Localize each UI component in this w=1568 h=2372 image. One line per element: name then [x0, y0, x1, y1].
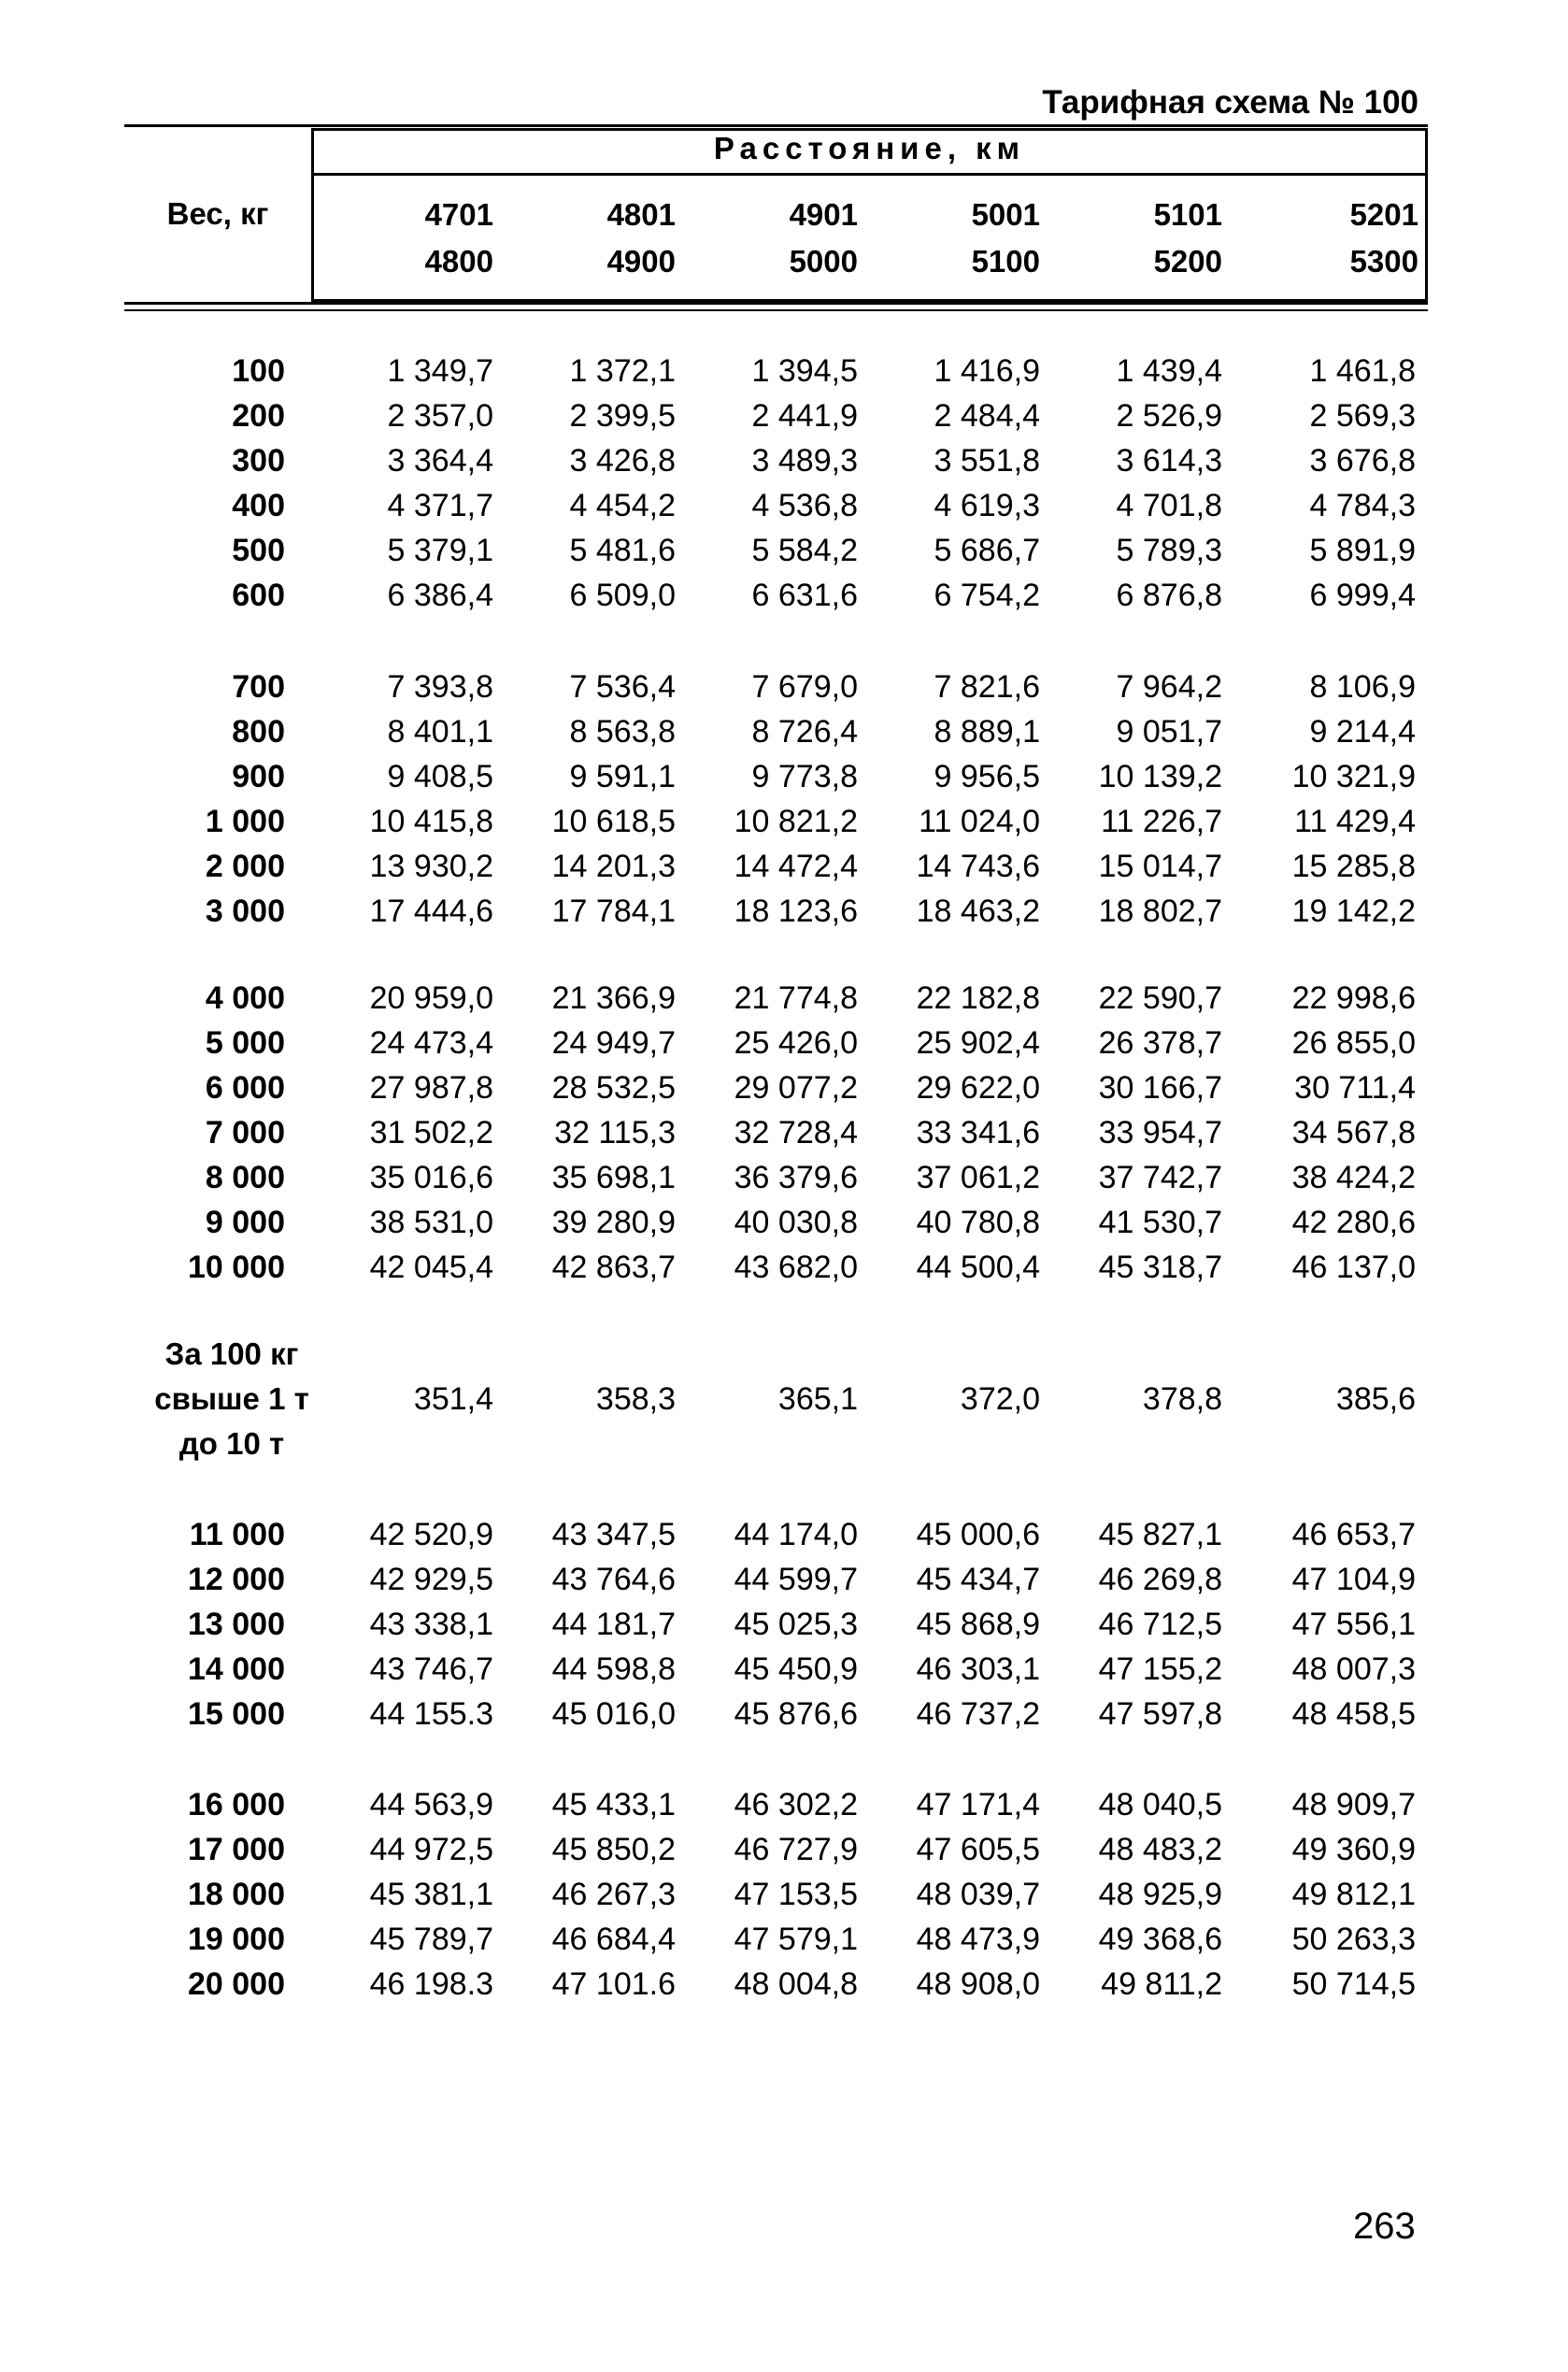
weight-cell: 18 000	[188, 1877, 285, 1912]
rate-cell: 29 622,0	[916, 1070, 1040, 1106]
rate-cell: 6 876,8	[1116, 578, 1222, 613]
rate-cell: 48 004,8	[734, 1966, 858, 2002]
rate-cell: 33 954,7	[1098, 1115, 1222, 1150]
rate-cell: 32 115,3	[554, 1115, 676, 1150]
range-col-6	[1222, 192, 1418, 285]
weight-cell: 17 000	[188, 1832, 285, 1867]
range-col-5	[1040, 192, 1222, 285]
rate-cell: 46 198.3	[369, 1966, 493, 2002]
rate-cell: 5 584,2	[751, 533, 858, 568]
rate-cell: 1 394,5	[751, 353, 858, 389]
rate-cell: 14 472,4	[734, 849, 858, 884]
surcharge-rate-cell: 358,3	[595, 1381, 676, 1417]
rate-cell: 27 987,8	[369, 1070, 493, 1106]
rate-cell: 46 269,8	[1098, 1562, 1222, 1597]
rate-cell: 42 520,9	[369, 1517, 493, 1552]
rate-cell: 49 368,6	[1098, 1922, 1222, 1957]
surcharge-rate-cell: 385,6	[1335, 1381, 1416, 1417]
table-row	[124, 1872, 1428, 1917]
rate-cell: 18 123,6	[734, 893, 858, 929]
rate-cell: 45 827,1	[1098, 1517, 1222, 1552]
rate-cell: 17 784,1	[551, 893, 676, 929]
rate-cell: 48 040,5	[1098, 1787, 1222, 1822]
surcharge-rate-cell: 351,4	[413, 1381, 493, 1417]
rate-cell: 44 155.3	[369, 1696, 493, 1732]
range-from: 4701	[424, 197, 493, 232]
weight-cell: 7 000	[205, 1115, 285, 1150]
rate-cell: 19 142,2	[1291, 893, 1416, 929]
rate-cell: 8 563,8	[569, 714, 676, 750]
rate-cell: 2 569,3	[1309, 398, 1416, 434]
rate-cell: 46 727,9	[734, 1832, 858, 1867]
rate-cell: 6 386,4	[387, 578, 493, 613]
table-row	[124, 1245, 1428, 1290]
range-to: 4900	[606, 244, 676, 279]
rate-cell: 5 686,7	[934, 533, 1040, 568]
rate-cell: 48 483,2	[1098, 1832, 1222, 1867]
rate-cell: 9 051,7	[1116, 714, 1222, 750]
weight-cell: 4 000	[205, 980, 285, 1016]
rate-cell: 37 061,2	[916, 1160, 1040, 1195]
surcharge-row	[124, 1377, 1428, 1422]
rate-cell: 22 998,6	[1291, 980, 1416, 1016]
rate-cell: 31 502,2	[369, 1115, 493, 1150]
rate-cell: 46 303,1	[916, 1651, 1040, 1687]
rate-cell: 30 711,4	[1294, 1070, 1416, 1106]
rate-cell: 44 972,5	[369, 1832, 493, 1867]
rate-cell: 10 415,8	[369, 804, 493, 839]
rate-cell: 45 868,9	[916, 1607, 1040, 1642]
rate-cell: 9 773,8	[751, 759, 858, 794]
rate-cell: 48 473,9	[916, 1922, 1040, 1957]
table-row	[124, 976, 1428, 1021]
rate-cell: 7 679,0	[751, 669, 858, 705]
rate-cell: 8 106,9	[1309, 669, 1416, 705]
rate-cell: 3 676,8	[1309, 443, 1416, 479]
table-row	[124, 1110, 1428, 1155]
rate-cell: 46 737,2	[916, 1696, 1040, 1732]
rate-cell: 5 789,3	[1116, 533, 1222, 568]
rate-cell: 35 016,6	[369, 1160, 493, 1195]
rate-cell: 45 381,1	[369, 1877, 493, 1912]
range-from: 5001	[971, 197, 1040, 232]
rate-cell: 15 285,8	[1291, 849, 1416, 884]
rate-cell: 30 166,7	[1098, 1070, 1222, 1106]
range-to: 4800	[424, 244, 493, 279]
weight-cell: 400	[232, 488, 285, 523]
rate-cell: 46 302,2	[734, 1787, 858, 1822]
rate-cell: 20 959,0	[369, 980, 493, 1016]
rate-cell: 24 949,7	[551, 1025, 676, 1061]
range-to: 5200	[1153, 244, 1222, 279]
surcharge-rate-cell: 365,1	[777, 1381, 858, 1417]
range-from: 4901	[789, 197, 858, 232]
rate-cell: 43 682,0	[734, 1250, 858, 1285]
rate-cell: 22 590,7	[1098, 980, 1222, 1016]
rate-cell: 6 631,6	[751, 578, 858, 613]
table-row	[124, 844, 1428, 889]
range-to: 5100	[971, 244, 1040, 279]
rate-cell: 47 605,5	[916, 1832, 1040, 1867]
weight-cell: 600	[232, 578, 285, 613]
weight-cell: 6 000	[205, 1070, 285, 1106]
table-row	[124, 754, 1428, 799]
rate-cell: 10 321,9	[1291, 759, 1416, 794]
rate-cell: 43 338,1	[369, 1607, 493, 1642]
range-from: 5201	[1349, 197, 1418, 232]
rate-cell: 3 614,3	[1116, 443, 1222, 479]
rate-cell: 8 726,4	[751, 714, 858, 750]
page-number: 263	[1353, 2206, 1416, 2247]
weight-cell: 200	[232, 398, 285, 434]
rate-cell: 7 821,6	[934, 669, 1040, 705]
rate-cell: 6 754,2	[934, 578, 1040, 613]
rate-cell: 43 347,5	[551, 1517, 676, 1552]
rate-cell: 11 429,4	[1294, 804, 1416, 839]
weight-header: Вес, кг	[166, 196, 269, 231]
rate-cell: 44 598,8	[551, 1651, 676, 1687]
rate-cell: 2 526,9	[1116, 398, 1222, 434]
range-col-3	[676, 192, 858, 285]
weight-cell: 19 000	[188, 1922, 285, 1957]
rate-cell: 34 567,8	[1291, 1115, 1416, 1150]
rate-cell: 4 701,8	[1116, 488, 1222, 523]
weight-cell: 11 000	[189, 1517, 285, 1552]
range-col-1	[311, 192, 493, 285]
range-from: 5101	[1153, 197, 1222, 232]
rate-cell: 2 357,0	[387, 398, 493, 434]
rate-cell: 44 500,4	[916, 1250, 1040, 1285]
rate-cell: 48 039,7	[916, 1877, 1040, 1912]
rate-cell: 21 774,8	[734, 980, 858, 1016]
surcharge-rate-cell: 372,0	[960, 1381, 1040, 1417]
rate-cell: 46 267,3	[551, 1877, 676, 1912]
table-row	[124, 799, 1428, 844]
header-bottom-rule	[124, 302, 1428, 305]
weight-cell: 13 000	[188, 1607, 285, 1642]
rate-cell: 48 909,7	[1291, 1787, 1416, 1822]
rate-cell: 3 426,8	[569, 443, 676, 479]
table-row	[124, 889, 1428, 934]
rate-cell: 26 378,7	[1098, 1025, 1222, 1061]
rate-cell: 50 714,5	[1291, 1966, 1416, 2002]
rate-cell: 48 925,9	[1098, 1877, 1222, 1912]
table-row	[124, 1692, 1428, 1736]
rate-cell: 1 349,7	[387, 353, 493, 389]
rate-cell: 45 434,7	[916, 1562, 1040, 1597]
table-row	[124, 1962, 1428, 2007]
rate-cell: 6 509,0	[569, 578, 676, 613]
table-row	[124, 1512, 1428, 1557]
rate-cell: 45 433,1	[551, 1787, 676, 1822]
rate-cell: 48 458,5	[1291, 1696, 1416, 1732]
rate-cell: 47 155,2	[1098, 1651, 1222, 1687]
surcharge-line: до 10 т	[178, 1426, 285, 1461]
range-to: 5000	[789, 244, 858, 279]
rate-cell: 28 532,5	[551, 1070, 676, 1106]
scheme-title: Тарифная схема № 100	[1042, 84, 1418, 121]
rate-cell: 44 181,7	[551, 1607, 676, 1642]
rate-cell: 48 908,0	[916, 1966, 1040, 2002]
rate-cell: 46 137,0	[1291, 1250, 1416, 1285]
table-row	[124, 1557, 1428, 1602]
rate-cell: 25 426,0	[734, 1025, 858, 1061]
rate-cell: 48 007,3	[1291, 1651, 1416, 1687]
rate-cell: 45 318,7	[1098, 1250, 1222, 1285]
rate-cell: 46 684,4	[551, 1922, 676, 1957]
rate-cell: 10 618,5	[551, 804, 676, 839]
rate-cell: 15 014,7	[1098, 849, 1222, 884]
table-row	[124, 1021, 1428, 1065]
weight-cell: 100	[232, 353, 285, 389]
rate-cell: 25 902,4	[916, 1025, 1040, 1061]
table-row	[124, 1917, 1428, 1962]
weight-cell: 15 000	[188, 1696, 285, 1732]
rate-cell: 45 850,2	[551, 1832, 676, 1867]
rate-cell: 5 481,6	[569, 533, 676, 568]
rate-cell: 43 764,6	[551, 1562, 676, 1597]
table-row	[124, 1602, 1428, 1647]
table-row	[124, 664, 1428, 709]
rate-cell: 26 855,0	[1291, 1025, 1416, 1061]
weight-cell: 14 000	[188, 1651, 285, 1687]
rate-cell: 45 450,9	[734, 1651, 858, 1687]
weight-cell: 5 000	[205, 1025, 285, 1061]
rate-cell: 42 929,5	[369, 1562, 493, 1597]
weight-cell: 10 000	[188, 1250, 285, 1285]
rate-cell: 18 463,2	[916, 893, 1040, 929]
table-row	[124, 1782, 1428, 1827]
rate-cell: 40 780,8	[916, 1205, 1040, 1240]
rate-cell: 39 280,9	[551, 1205, 676, 1240]
rate-cell: 2 399,5	[569, 398, 676, 434]
rate-cell: 44 599,7	[734, 1562, 858, 1597]
rate-cell: 10 139,2	[1098, 759, 1222, 794]
weight-cell: 900	[232, 759, 285, 794]
top-rule	[124, 124, 1428, 127]
table-row	[124, 1647, 1428, 1692]
rate-cell: 7 393,8	[387, 669, 493, 705]
weight-cell: 16 000	[188, 1787, 285, 1822]
rate-cell: 8 889,1	[934, 714, 1040, 750]
rate-cell: 49 812,1	[1291, 1877, 1416, 1912]
rate-cell: 21 366,9	[551, 980, 676, 1016]
rate-cell: 49 811,2	[1101, 1966, 1222, 2002]
table-row	[124, 393, 1428, 438]
distance-label: Расстояние, км	[713, 131, 1026, 165]
range-to: 5300	[1349, 244, 1418, 279]
rate-cell: 5 379,1	[387, 533, 493, 568]
rate-cell: 4 371,7	[387, 488, 493, 523]
rate-cell: 3 551,8	[934, 443, 1040, 479]
weight-cell: 12 000	[188, 1562, 285, 1597]
rate-cell: 37 742,7	[1098, 1160, 1222, 1195]
rate-cell: 44 174,0	[734, 1517, 858, 1552]
surcharge-line: За 100 кг	[164, 1336, 299, 1371]
rate-cell: 2 441,9	[751, 398, 858, 434]
rate-cell: 47 579,1	[734, 1922, 858, 1957]
rate-cell: 50 263,3	[1291, 1922, 1416, 1957]
rate-cell: 4 454,2	[569, 488, 676, 523]
rate-cell: 47 597,8	[1098, 1696, 1222, 1732]
rate-cell: 40 030,8	[734, 1205, 858, 1240]
table-row	[124, 483, 1428, 528]
rate-cell: 14 743,6	[916, 849, 1040, 884]
rate-cell: 7 964,2	[1116, 669, 1222, 705]
rate-cell: 6 999,4	[1309, 578, 1416, 613]
rate-cell: 1 372,1	[569, 353, 676, 389]
weight-cell: 3 000	[205, 893, 285, 929]
weight-cell: 9 000	[205, 1205, 285, 1240]
rate-cell: 3 489,3	[751, 443, 858, 479]
surcharge-rate-cell: 378,8	[1142, 1381, 1222, 1417]
header-bottom-rule-2	[124, 309, 1428, 311]
rate-cell: 11 226,7	[1101, 804, 1222, 839]
table-row	[124, 528, 1428, 573]
weight-cell: 2 000	[205, 849, 285, 884]
rate-cell: 47 171,4	[916, 1787, 1040, 1822]
rate-cell: 29 077,2	[734, 1070, 858, 1106]
rate-cell: 17 444,6	[369, 893, 493, 929]
range-from: 4801	[606, 197, 676, 232]
weight-cell: 1 000	[205, 804, 285, 839]
rate-cell: 4 619,3	[934, 488, 1040, 523]
rate-cell: 38 531,0	[369, 1205, 493, 1240]
rate-cell: 9 214,4	[1309, 714, 1416, 750]
rate-cell: 9 956,5	[934, 759, 1040, 794]
rate-cell: 45 016,0	[551, 1696, 676, 1732]
table-row	[124, 349, 1428, 393]
rate-cell: 46 712,5	[1098, 1607, 1222, 1642]
rate-cell: 11 024,0	[919, 804, 1040, 839]
rate-cell: 10 821,2	[734, 804, 858, 839]
range-col-4	[858, 192, 1040, 285]
rate-cell: 8 401,1	[387, 714, 493, 750]
rate-cell: 9 408,5	[387, 759, 493, 794]
rate-cell: 1 461,8	[1309, 353, 1416, 389]
rate-cell: 47 101.6	[551, 1966, 676, 2002]
rate-cell: 22 182,8	[916, 980, 1040, 1016]
rate-cell: 42 280,6	[1291, 1205, 1416, 1240]
weight-cell: 300	[232, 443, 285, 479]
rate-cell: 45 025,3	[734, 1607, 858, 1642]
rate-cell: 14 201,3	[551, 849, 676, 884]
table-row	[124, 1155, 1428, 1200]
rate-cell: 42 045,4	[369, 1250, 493, 1285]
rate-cell: 13 930,2	[369, 849, 493, 884]
rate-cell: 1 439,4	[1116, 353, 1222, 389]
table-row	[124, 438, 1428, 483]
rate-cell: 38 424,2	[1291, 1160, 1416, 1195]
rate-cell: 32 728,4	[734, 1115, 858, 1150]
rate-cell: 35 698,1	[551, 1160, 676, 1195]
rate-cell: 24 473,4	[369, 1025, 493, 1061]
rate-cell: 45 876,6	[734, 1696, 858, 1732]
rate-cell: 42 863,7	[551, 1250, 676, 1285]
weight-cell: 20 000	[188, 1966, 285, 2002]
rate-cell: 46 653,7	[1291, 1517, 1416, 1552]
table-row	[124, 1200, 1428, 1245]
rate-cell: 45 000,6	[916, 1517, 1040, 1552]
rate-cell: 33 341,6	[916, 1115, 1040, 1150]
table-row	[124, 1827, 1428, 1872]
rate-cell: 1 416,9	[934, 353, 1040, 389]
rate-cell: 4 784,3	[1309, 488, 1416, 523]
rate-cell: 18 802,7	[1098, 893, 1222, 929]
weight-cell: 8 000	[205, 1160, 285, 1195]
header-divider	[311, 173, 1428, 176]
rate-cell: 2 484,4	[934, 398, 1040, 434]
weight-cell: 500	[232, 533, 285, 568]
surcharge-line: свыше 1 т	[154, 1381, 309, 1416]
rate-cell: 47 104,9	[1291, 1562, 1416, 1597]
rate-cell: 43 746,7	[369, 1651, 493, 1687]
rate-cell: 41 530,7	[1098, 1205, 1222, 1240]
table-row	[124, 573, 1428, 618]
rate-cell: 47 153,5	[734, 1877, 858, 1912]
table-row	[124, 709, 1428, 754]
table-row	[124, 1065, 1428, 1110]
rate-cell: 44 563,9	[369, 1787, 493, 1822]
rate-cell: 7 536,4	[569, 669, 676, 705]
rate-cell: 5 891,9	[1309, 533, 1416, 568]
rate-cell: 47 556,1	[1291, 1607, 1416, 1642]
rate-cell: 36 379,6	[734, 1160, 858, 1195]
weight-cell: 800	[232, 714, 285, 750]
weight-cell: 700	[232, 669, 285, 705]
rate-cell: 49 360,9	[1291, 1832, 1416, 1867]
range-col-2	[493, 192, 676, 285]
rate-cell: 45 789,7	[369, 1922, 493, 1957]
rate-cell: 4 536,8	[751, 488, 858, 523]
rate-cell: 9 591,1	[569, 759, 676, 794]
rate-cell: 3 364,4	[387, 443, 493, 479]
